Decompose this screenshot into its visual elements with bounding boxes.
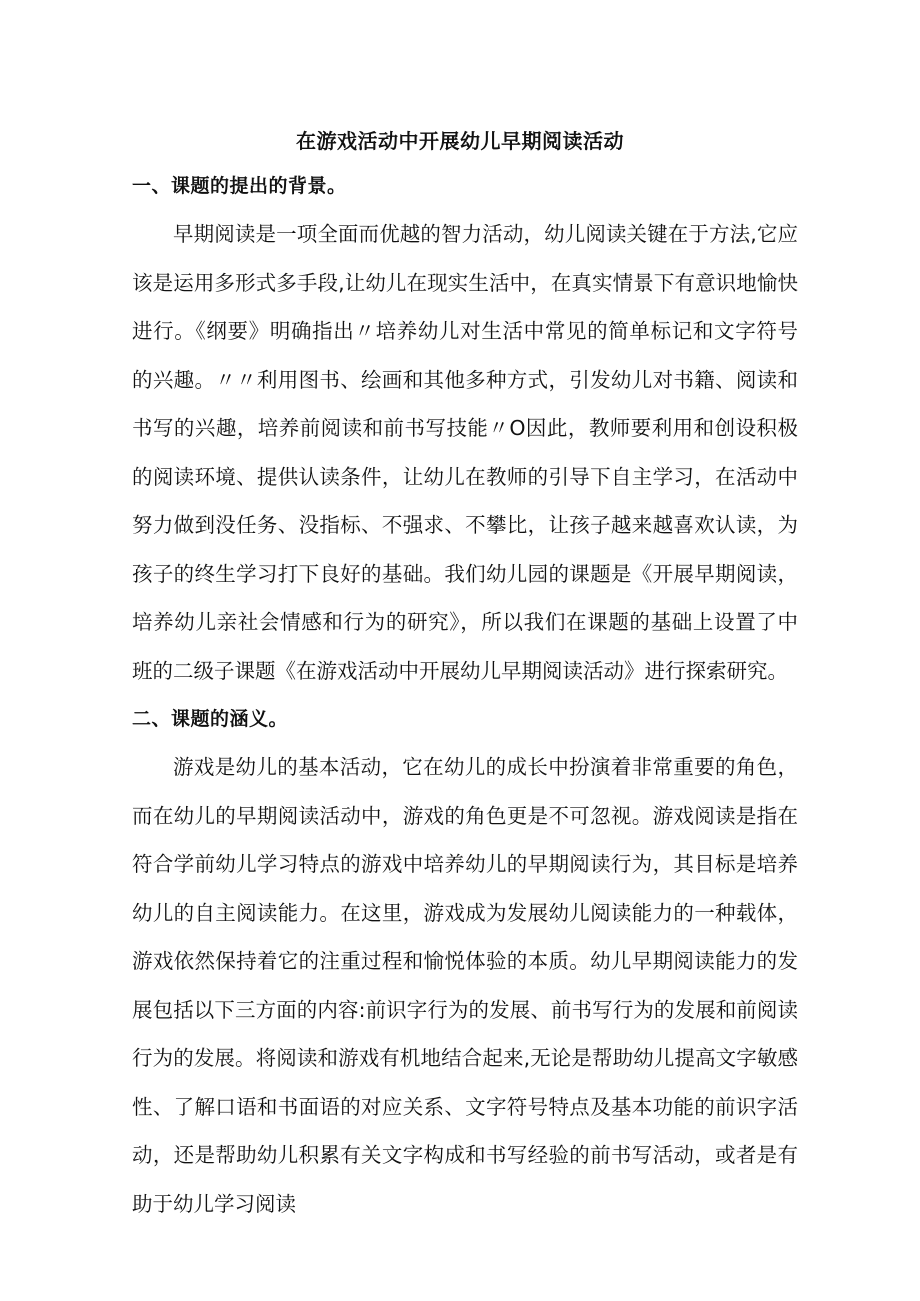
section-2-heading: 二、课题的涵义。 bbox=[132, 708, 289, 730]
section-1-paragraph: 早期阅读是一项全面而优越的智力活动，幼儿阅读关键在于方法,它应该是运用多形式多手段,让幼儿在现实生活中，在真实情景下有意识地愉快进行。《纲要》明确指出〃培养幼儿对生活中常见的简单标记和文字符号的兴趣。〃〃利用图书、绘画和其他多种方式，引发幼儿对书籍、阅读和书写的兴趣，培养前阅读和前书写技能〃O因此，教师要利用和创设积极的阅读环境、提供认读条件，让幼儿在教师的引导下自主学习，在活动中努力做到没任务、没指标、不强求、不攀比，让孩子越来越喜欢认读，为孩子的终生学习打下良好的基础。我们幼儿园的课题是《开展早期阅读，培养幼儿亲社会情感和行为的研究》，所以我们在课题的基础上设置了中班的二级子课题《在游戏活动中开展幼儿早期阅读活动》进行探索研究。 bbox=[132, 222, 798, 683]
section-1-heading: 一、课题的提出的背景。 bbox=[132, 175, 347, 197]
document-title: 在游戏活动中开展幼儿早期阅读活动 bbox=[296, 129, 624, 153]
section-2-paragraph: 游戏是幼儿的基本活动，它在幼儿的成长中扮演着非常重要的角色，而在幼儿的早期阅读活动中，游戏的角色更是不可忽视。游戏阅读是指在符合学前幼儿学习特点的游戏中培养幼儿的早期阅读行为，其目标是培养幼儿的自主阅读能力。在这里，游戏成为发展幼儿阅读能力的一种载体，游戏依然保持着它的注重过程和愉悦体验的本质。幼儿早期阅读能力的发展包括以下三方面的内容:前识字行为的发展、前书写行为的发展和前阅读行为的发展。将阅读和游戏有机地结合起来,无论是帮助幼儿提高文字敏感性、了解口语和书面语的对应关系、文字符号特点及基本功能的前识字活动，还是帮助幼儿积累有关文字构成和书写经验的前书写活动，或者是有助于幼儿学习阅读 bbox=[132, 755, 798, 1216]
